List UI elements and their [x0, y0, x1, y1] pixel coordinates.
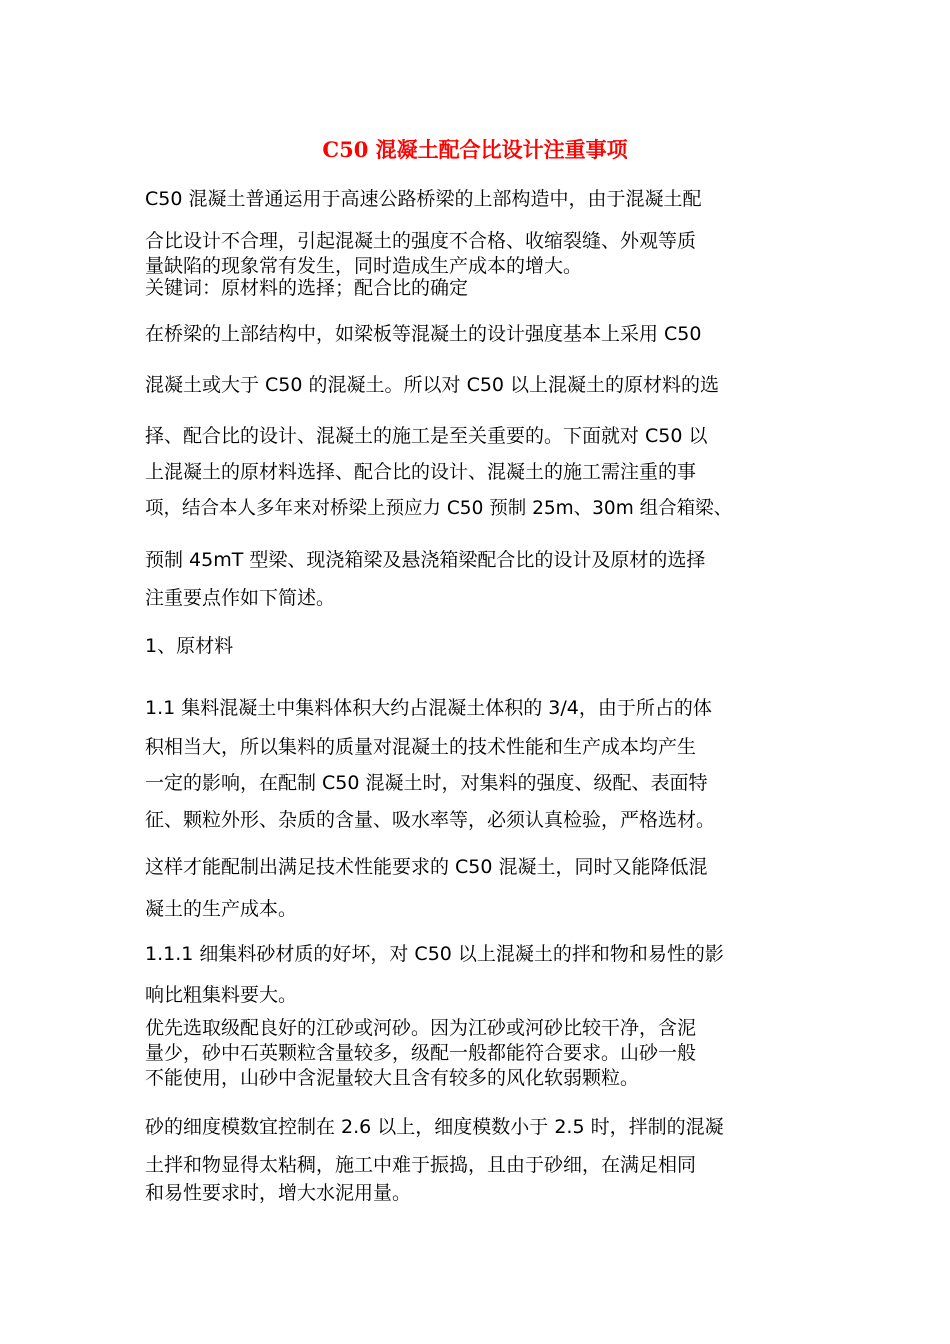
text-line: 上混凝土的原材料选择、配合比的设计、混凝土的施工需注重的事 — [145, 461, 697, 483]
text-line: 项，结合本人多年来对桥梁上预应力 C50 预制 25m、30m 组合箱梁、 — [145, 498, 733, 519]
text-line: 在桥梁的上部结构中，如梁板等混凝土的设计强度基本上采用 C50 — [145, 323, 702, 345]
text-line: 土拌和物显得太粘稠，施工中难于振捣，且由于砂细，在满足相同 — [145, 1154, 697, 1176]
text-line: 合比设计不合理，引起混凝土的强度不合格、收缩裂缝、外观等质 — [145, 230, 697, 252]
text-line: 优先选取级配良好的江砂或河砂。因为江砂或河砂比较干净，含泥 — [145, 1017, 697, 1039]
text-line: 关键词：原材料的选择；配合比的确定 — [145, 277, 469, 299]
text-line: 量缺陷的现象常有发生，同时造成生产成本的增大。 — [145, 255, 583, 277]
text-line: 不能使用，山砂中含泥量较大且含有较多的风化软弱颗粒。 — [145, 1067, 640, 1089]
text-line: 一定的影响，在配制 C50 混凝土时，对集料的强度、级配、表面特 — [145, 772, 708, 794]
text-line: 择、配合比的设计、混凝土的施工是至关重要的。下面就对 C50 以 — [145, 425, 708, 447]
document-title: C50 混凝土配合比设计注重事项 — [322, 137, 628, 162]
text-line: 注重要点作如下简述。 — [145, 587, 336, 609]
text-line: 混凝土或大于 C50 的混凝土。所以对 C50 以上混凝土的原材料的选 — [145, 374, 720, 396]
text-line: 和易性要求时，增大水泥用量。 — [145, 1182, 412, 1204]
text-line: 1.1.1 细集料砂材质的好坏，对 C50 以上混凝土的拌和物和易性的影 — [145, 943, 724, 965]
text-line: 预制 45mT 型梁、现浇箱梁及悬浇箱梁配合比的设计及原材的选择 — [145, 549, 706, 571]
text-line: 凝土的生产成本。 — [145, 898, 298, 920]
text-line: 征、颗粒外形、杂质的含量、吸水率等，必须认真检验，严格选材。 — [145, 809, 716, 831]
section-heading: 1、原材料 — [145, 635, 234, 657]
text-line: 这样才能配制出满足技术性能要求的 C50 混凝土，同时又能降低混 — [145, 856, 708, 878]
text-line: 砂的细度模数宜控制在 2.6 以上，细度模数小于 2.5 时，拌制的混凝 — [145, 1116, 724, 1138]
text-line: 1.1 集料混凝土中集料体积大约占混凝土体积的 3/4，由于所占的体 — [145, 697, 712, 719]
text-line: 响比粗集料要大。 — [145, 984, 298, 1006]
text-line: 积相当大，所以集料的质量对混凝土的技术性能和生产成本均产生 — [145, 736, 697, 758]
text-line: C50 混凝土普通运用于高速公路桥梁的上部构造中，由于混凝土配 — [145, 188, 702, 210]
text-line: 量少，砂中石英颗粒含量较多，级配一般都能符合要求。山砂一般 — [145, 1042, 697, 1064]
